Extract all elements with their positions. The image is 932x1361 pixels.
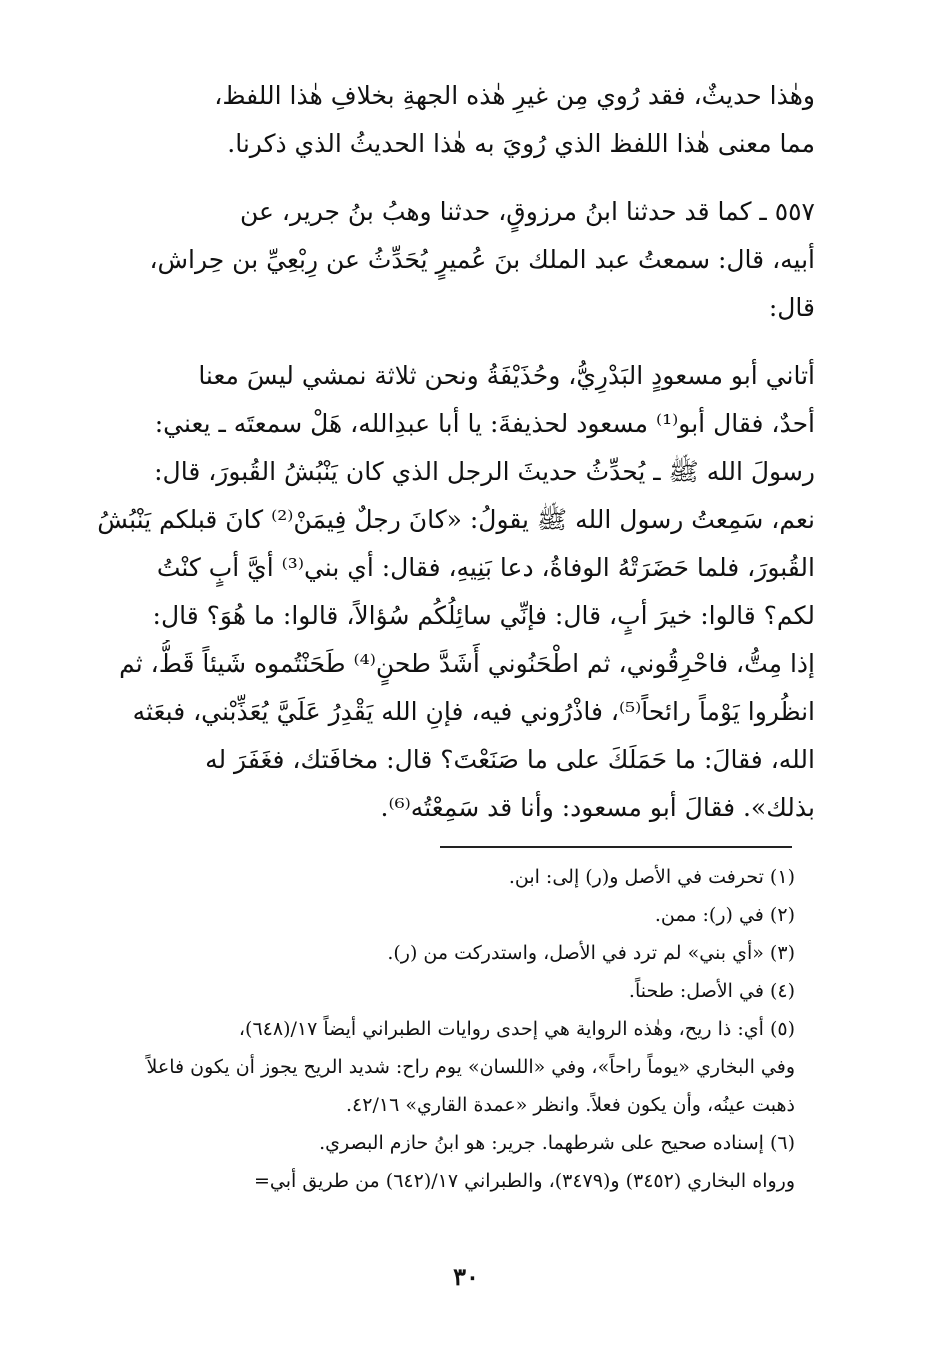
text-line: نعم، سَمِعتُ رسول الله ﷺ يقولُ: «كانَ رجلٌ فِيمَنْ⁽²⁾ كانَ قبلكم يَنْبُشُ: [97, 505, 815, 534]
text-line: بذلك». فقالَ أبو مسعود: وأنا قد سَمِعْتُه⁽⁶⁾.: [380, 793, 815, 822]
text-line: القُبورَ، فلما حَضَرَتْهُ الوفاةُ، دعا بَنِيهِ، فقال: أي بني⁽³⁾ أيَّ أبٍ كنْتُ: [156, 553, 815, 582]
text-line: انظُروا يَوْماً رائحاً⁽⁵⁾، فاذْرُوني فيه، فإنِ الله يَقْدِرُ عَلَيَّ يُعَذِّبْني، فبعَثه: [132, 697, 815, 726]
page-number: ٣٠: [453, 1262, 479, 1291]
footnote-3: (٣) «أي بني» لم ترد في الأصل، واستدركت من (ر).: [387, 942, 795, 964]
text-line: الله، فقالَ: ما حَمَلَكَ على ما صَنَعْتَ؟ قال: مخافَتك، فغَفَرَ له: [205, 745, 815, 774]
text-line: إذا مِتُّ، فاحْرِقُوني، ثم اطْحَنُوني أَشَدَّ طحنٍ⁽⁴⁾ طَحَنْتُموه شَيئاً قَطُّ، ثم: [119, 649, 815, 678]
footnote-1: (١) تحرفت في الأصل و(ر) إلى: ابن.: [508, 866, 795, 888]
text-line: وهٰذا حديثٌ، فقد رُوي مِن غيرِ هٰذه الجهةِ بخلافِ هٰذا اللفظ،: [214, 81, 815, 110]
text-line: لكم؟ قالوا: خيرَ أبٍ، قال: فإنِّي سائِلُكُم سُؤالاً، قالوا: ما هُوَ؟ قال:: [152, 601, 815, 630]
hadith-557-matn: [95, 352, 815, 832]
text-line: أحدٌ، فقال أبو⁽¹⁾ مسعود لحذيفةَ: يا أبا عبدِالله، هَلْ سمعتَه ـ يعني:: [154, 409, 815, 438]
text-line: أبيه، قال: سمعتُ عبد الملك بنَ عُميرٍ يُحَدِّثُ عن رِبْعِيِّ بن حِراش،: [149, 245, 815, 274]
hadith-557-isnad: [95, 188, 815, 332]
footnote-2: (٢) في (ر): ممن.: [654, 904, 795, 926]
footnote-4: (٤) في الأصل: طحناً.: [628, 980, 795, 1002]
footnote-5: (٥) أي: ذا ريح، وهٰذه الرواية هي إحدى روايات الطبراني أيضاً ١٧/(٦٤٨)،: [238, 1018, 795, 1040]
text-line: أتاني أبو مسعودٍ البَدْرِيُّ، وحُذَيْفَةُ ونحن ثلاثة نمشي ليسَ معنا: [198, 361, 815, 390]
text-line: مما معنى هٰذا اللفظ الذي رُويَ به هٰذا الحديثُ الذي ذكرنا.: [227, 129, 815, 158]
text-line: قال:: [768, 293, 815, 322]
footnote-6-continuation: ورواه البخاري (٣٤٥٢) و(٣٤٧٩)، والطبراني ١٧/(٦٤٢) من طريق أبي=: [253, 1170, 795, 1192]
footnote-6: (٦) إسناده صحيح على شرطهما. جرير: هو ابنُ حازم البصري.: [319, 1132, 795, 1154]
text-line: ٥٥٧ ـ كما قد حدثنا ابنُ مرزوقٍ، حدثنا وهبُ بنُ جرير، عن: [239, 197, 815, 226]
paragraph-1: [95, 72, 815, 168]
footnotes: [60, 858, 795, 1200]
footnote-5-continuation: وفي البخاري «يوماً راحاً»، وفي «اللسان» يوم راح: شديد الريح يجوز أن يكون فاعلاً: [146, 1056, 795, 1078]
text-line: رسولَ الله ﷺ ـ يُحدِّثُ حديثَ الرجل الذي كان يَنْبُشُ القُبورَ، قال:: [154, 457, 815, 486]
footnote-5-continuation: ذهبت عينُه، وأن يكون فعلاً. وانظر «عمدة القاري» ٤٢/١٦.: [346, 1094, 795, 1116]
footnote-divider: [440, 846, 792, 848]
